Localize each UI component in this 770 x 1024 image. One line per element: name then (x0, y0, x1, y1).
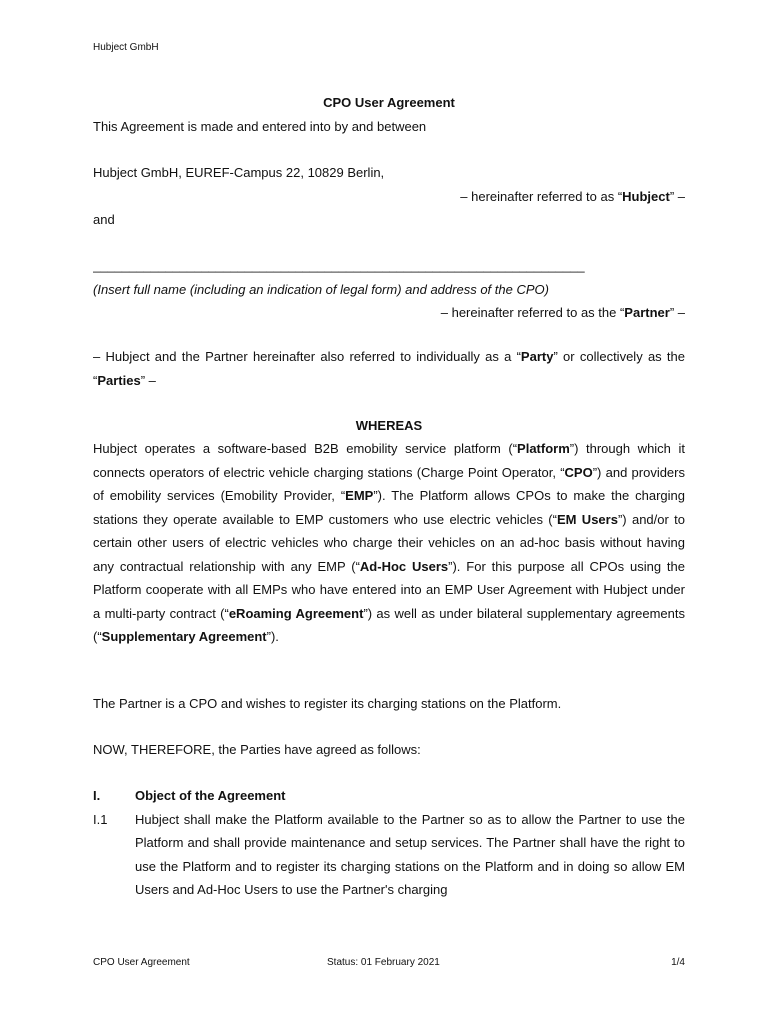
section-1 (93, 784, 685, 902)
term-platform: Platform (517, 441, 570, 456)
party2-ref-name: Partner (624, 305, 670, 320)
term-cpo: CPO (564, 464, 593, 480)
party1-reference (93, 185, 685, 209)
whereas-text: Hubject operates a software-based B2B emobility service platform (“Platform”) through which it connects operators of electric vehicle charging stations (Charge Point Operator, “CPO”) and providers of emobility services (Emobility Provider, “EMP”). The Platform allows CPOs to make the charging stations they operate available to EMP customers who use electric vehicles (“EM Users”) and/or to certain other users of electric vehicles who charge their vehicles on an ad-hoc basis without having any contractual relationship with any EMP (“Ad-Hoc Users”). For this purpose all CPOs using the Platform cooperate with all EMPs who have entered into an EMP User Agreement with Hubject under a multi-party contract (“eRoaming Agreement”) as well as under bilateral supplementary agreements (“Supplementary Agreement”). (93, 441, 686, 644)
term-emp: EMP (345, 488, 374, 503)
therefore-text: NOW, THEREFORE, the Parties have agreed as follows: (93, 742, 421, 757)
clause-1-1-number: I.1 (93, 811, 108, 827)
party1-ref-name: Hubject (622, 188, 670, 204)
term-party: Party (520, 349, 554, 364)
party1-address: Hubject GmbH, EUREF-Campus 22, 10829 Berlin, (93, 165, 385, 180)
therefore-paragraph (93, 738, 685, 762)
whereas-paragraph (93, 437, 685, 649)
party1-ref-suffix: ” – (669, 188, 685, 204)
page-footer (93, 957, 685, 971)
purpose-paragraph (93, 692, 685, 716)
parties-definition-text: – Hubject and the Partner hereinafter also referred to individually as a “Party” or collectively as the “Parties” – (93, 349, 685, 388)
footer-status: Status: 01 February 2021 (327, 957, 440, 968)
clause-1-1 (93, 808, 685, 902)
footer-page-number: 1/4 (671, 957, 685, 968)
term-em-users: EM Users (556, 511, 618, 527)
party2-ref-prefix: – hereinafter referred to as the “ (440, 305, 625, 320)
intro-paragraph (93, 115, 685, 139)
section-1-title: Object of the Agreement (135, 788, 286, 803)
section-1-heading (93, 784, 685, 808)
term-parties: Parties (97, 372, 141, 388)
party2-block (93, 254, 685, 325)
parties-definition (93, 345, 685, 392)
and-text: and (93, 212, 115, 227)
partner-name-instruction: (Insert full name (including an indication of legal form) and address of the CPO) (93, 281, 549, 297)
document-title: CPO User Agreement (323, 95, 455, 110)
partner-name-blank-line: ____________________________________________________________________ (93, 258, 585, 273)
party2-reference (93, 301, 685, 325)
whereas-heading: WHEREAS (355, 418, 423, 433)
party1-ref-prefix: – hereinafter referred to as “ (460, 188, 623, 204)
footer-document-name: CPO User Agreement (93, 957, 190, 968)
term-eroaming-agreement: eRoaming Agreement (228, 605, 364, 621)
clause-1-1-text: Hubject shall make the Platform available to the Partner so as to allow the Partner to use the Platform and shall provide maintenance and setup services. The Partner shall have the right to use the Platform and to register its charging stations on the Platform and in doing so allow EM Users and Ad-Hoc Users to use the Partner's charging (135, 811, 685, 897)
term-ad-hoc-users: Ad-Hoc Users (359, 558, 449, 574)
whereas-heading-block (93, 414, 685, 438)
party2-ref-suffix: ” – (669, 305, 685, 320)
section-1-number: I. (93, 788, 101, 803)
page-header: Hubject GmbH (93, 42, 159, 53)
term-supplementary-agreement: Supplementary Agreement (101, 629, 267, 644)
party1-block (93, 161, 685, 232)
intro-text: This Agreement is made and entered into by and between (93, 119, 427, 134)
purpose-text: The Partner is a CPO and wishes to register its charging stations on the Platform. (93, 696, 562, 711)
